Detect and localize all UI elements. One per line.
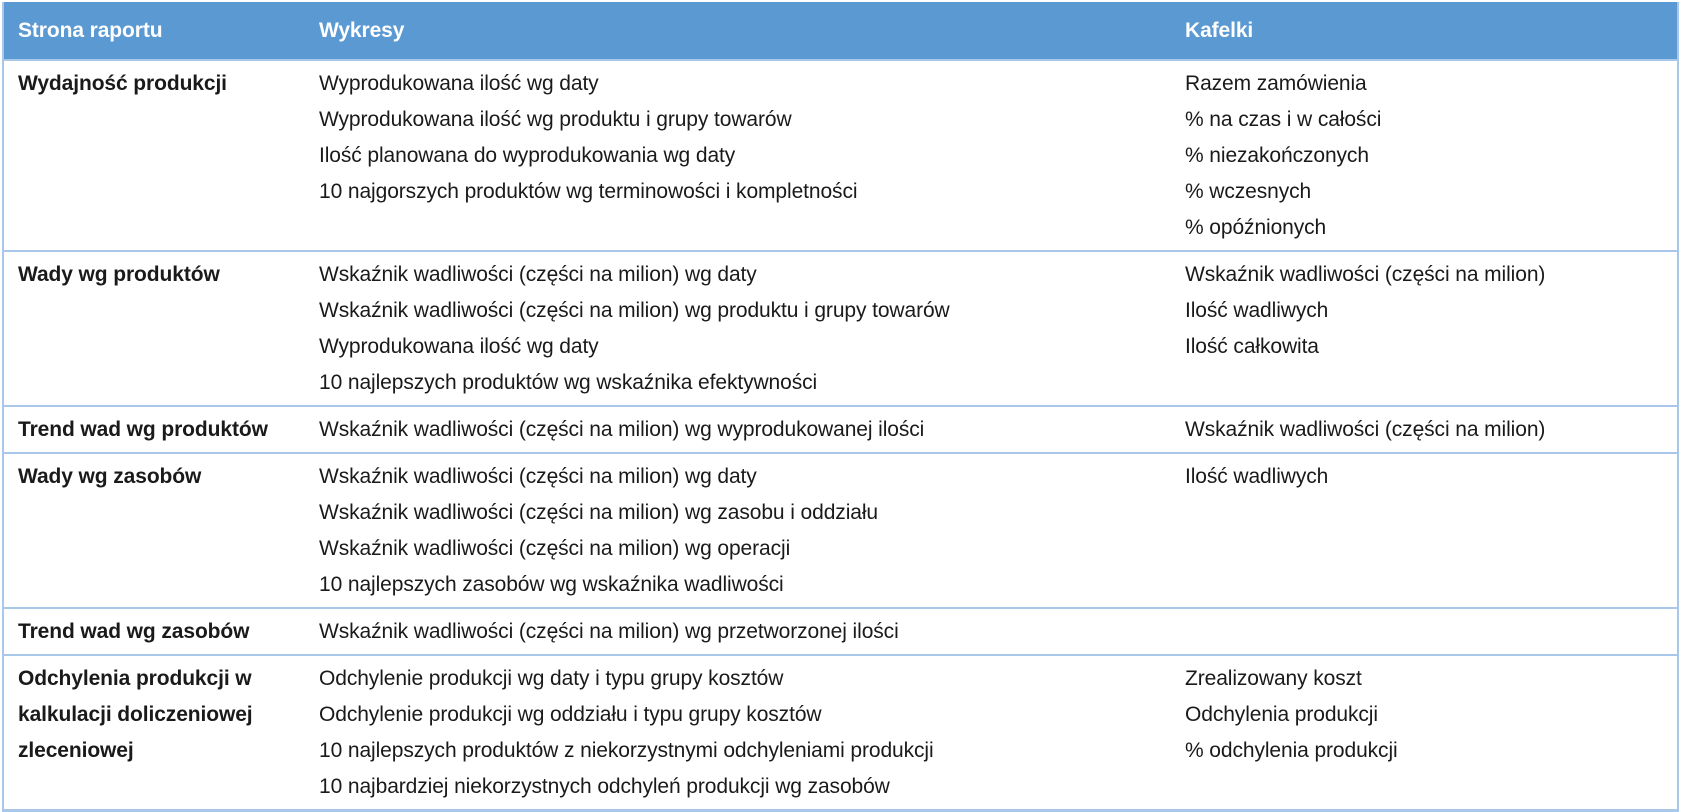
tile-item: % wczesnych <box>1185 180 1312 203</box>
charts-cell <box>319 257 1185 401</box>
chart-item: Wskaźnik wadliwości (części na milion) wg operacji <box>319 537 791 560</box>
tile-item: % odchylenia produkcji <box>1185 739 1398 762</box>
tiles-cell <box>1185 459 1677 495</box>
table-header-row <box>4 2 1677 59</box>
tile-item: Odchylenia produkcji <box>1185 703 1378 726</box>
chart-item: Wskaźnik wadliwości (części na milion) wg przetworzonej ilości <box>319 620 899 643</box>
table-row <box>4 452 1677 607</box>
tile-item: % opóźnionych <box>1185 216 1327 239</box>
report-page-cell <box>4 614 319 650</box>
report-page-title: Odchylenia produkcji w kalkulacji doliczeniowej zleceniowej <box>18 667 253 762</box>
chart-item: Ilość planowana do wyprodukowania wg daty <box>319 144 736 167</box>
table-row <box>4 607 1677 654</box>
chart-item: Wyprodukowana ilość wg produktu i grupy towarów <box>319 108 792 131</box>
chart-item: Odchylenie produkcji wg daty i typu grupy kosztów <box>319 667 784 690</box>
tiles-cell <box>1185 661 1677 769</box>
report-page-title: Wydajność produkcji <box>18 72 227 95</box>
chart-item: 10 najlepszych produktów wg wskaźnika efektywności <box>319 371 818 394</box>
table-row <box>4 654 1677 809</box>
report-page-title: Wady wg zasobów <box>18 465 202 488</box>
tile-item: Ilość wadliwych <box>1185 465 1329 488</box>
report-page-title: Wady wg produktów <box>18 263 220 286</box>
tile-item: Razem zamówienia <box>1185 72 1367 95</box>
report-page-cell <box>4 66 319 102</box>
report-page-cell <box>4 412 319 448</box>
chart-item: Wskaźnik wadliwości (części na milion) wg zasobu i oddziału <box>319 501 878 524</box>
chart-item: 10 najlepszych zasobów wg wskaźnika wadliwości <box>319 573 784 596</box>
tile-item: % niezakończonych <box>1185 144 1369 167</box>
charts-cell <box>319 412 1185 448</box>
column-header-strona-raportu: Strona raportu <box>18 18 163 42</box>
report-page-title: Trend wad wg produktów <box>18 418 268 441</box>
table-row <box>4 250 1677 405</box>
tile-item: % na czas i w całości <box>1185 108 1382 131</box>
column-header-wykresy: Wykresy <box>319 18 405 42</box>
tile-item: Ilość wadliwych <box>1185 299 1329 322</box>
chart-item: Wskaźnik wadliwości (części na milion) wg daty <box>319 465 757 488</box>
charts-cell <box>319 459 1185 603</box>
charts-cell <box>319 614 1185 650</box>
chart-item: 10 najlepszych produktów z niekorzystnymi odchyleniami produkcji <box>319 739 934 762</box>
tile-item: Wskaźnik wadliwości (części na milion) <box>1185 263 1546 286</box>
charts-cell <box>319 66 1185 210</box>
tile-item: Zrealizowany koszt <box>1185 667 1362 690</box>
table-row <box>4 59 1677 250</box>
tiles-cell <box>1185 66 1677 246</box>
tile-item: Wskaźnik wadliwości (części na milion) <box>1185 418 1546 441</box>
chart-item: Wskaźnik wadliwości (części na milion) wg daty <box>319 263 757 286</box>
chart-item: Wskaźnik wadliwości (części na milion) wg wyprodukowanej ilości <box>319 418 925 441</box>
report-page-cell <box>4 459 319 495</box>
chart-item: Wyprodukowana ilość wg daty <box>319 72 599 95</box>
report-page-cell <box>4 257 319 293</box>
table-row <box>4 405 1677 452</box>
report-page-cell <box>4 661 319 769</box>
column-header-kafelki: Kafelki <box>1185 18 1254 42</box>
report-page-title: Trend wad wg zasobów <box>18 620 250 643</box>
tile-item: Ilość całkowita <box>1185 335 1319 358</box>
tiles-cell <box>1185 412 1677 448</box>
chart-item: Wskaźnik wadliwości (części na milion) wg produktu i grupy towarów <box>319 299 950 322</box>
chart-item: 10 najbardziej niekorzystnych odchyleń produkcji wg zasobów <box>319 775 890 798</box>
chart-item: Odchylenie produkcji wg oddziału i typu grupy kosztów <box>319 703 822 726</box>
chart-item: 10 najgorszych produktów wg terminowości i kompletności <box>319 180 858 203</box>
chart-item: Wyprodukowana ilość wg daty <box>319 335 599 358</box>
charts-cell <box>319 661 1185 805</box>
report-pages-table <box>2 2 1679 812</box>
tiles-cell <box>1185 257 1677 365</box>
